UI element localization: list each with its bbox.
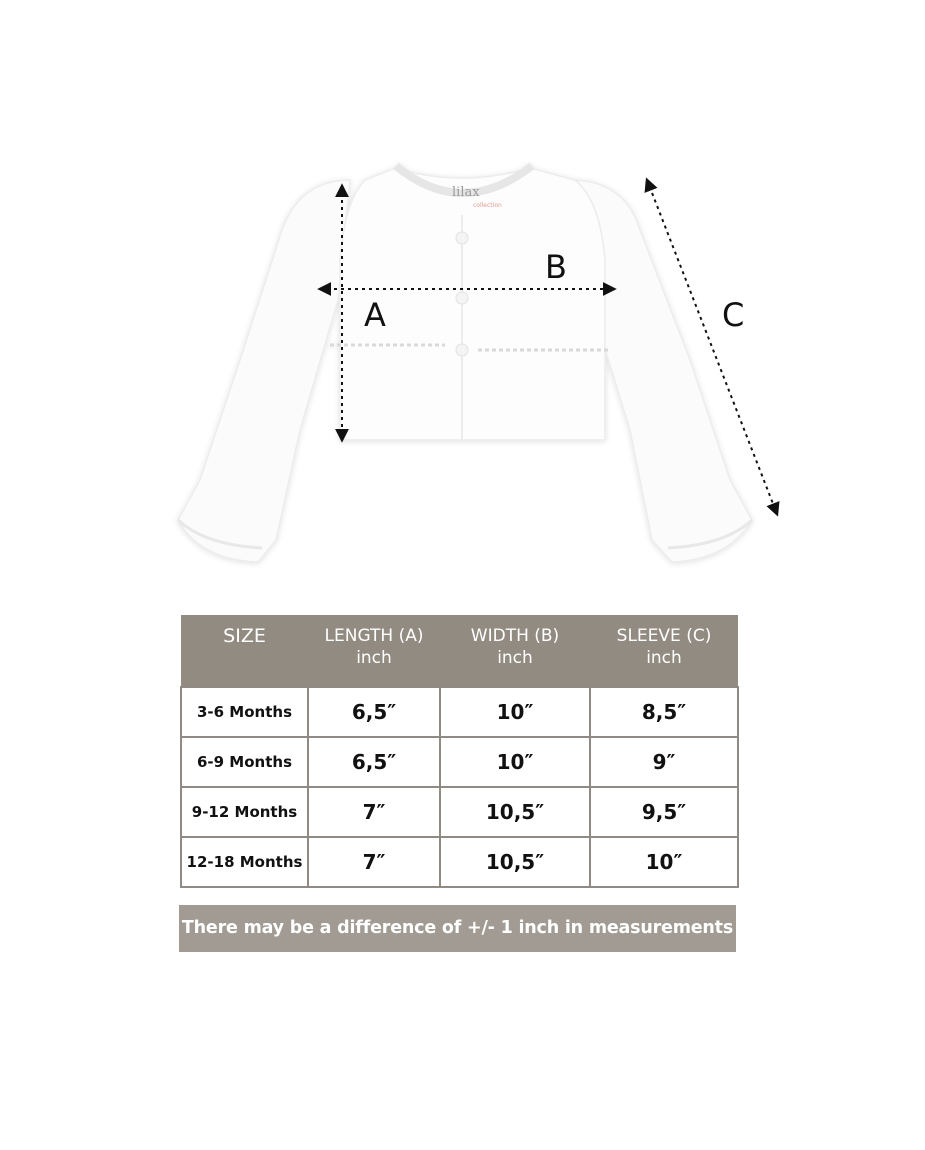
sleeve-cell: 8,5″	[590, 687, 738, 737]
header-length	[308, 615, 440, 687]
table-header-row	[181, 615, 738, 687]
header-width	[440, 615, 590, 687]
size-cell: 12-18 Months	[181, 837, 308, 887]
brand-logo-sub: collection	[473, 202, 502, 209]
header-length-unit: inch	[356, 648, 392, 668]
header-sleeve	[590, 615, 738, 687]
left-sleeve	[178, 180, 350, 562]
size-cell: 9-12 Months	[181, 787, 308, 837]
width-cell: 10,5″	[440, 787, 590, 837]
brand-logo: lilax	[452, 185, 480, 200]
width-cell: 10,5″	[440, 837, 590, 887]
dimension-c-label: C	[722, 296, 745, 334]
size-chart	[180, 615, 737, 888]
size-cell: 6-9 Months	[181, 737, 308, 787]
table-row	[181, 687, 738, 737]
length-cell: 7″	[308, 787, 440, 837]
header-sleeve-title: SLEEVE (C)	[616, 626, 712, 646]
table-row	[181, 837, 738, 887]
header-length-title: LENGTH (A)	[324, 626, 424, 646]
header-width-unit: inch	[497, 648, 533, 668]
measurement-note: There may be a difference of +/- 1 inch in measurements	[179, 905, 736, 952]
cardigan-illustration	[178, 166, 752, 562]
width-cell: 10″	[440, 737, 590, 787]
dimension-a-label: A	[364, 296, 386, 334]
sleeve-cell: 10″	[590, 837, 738, 887]
length-cell: 7″	[308, 837, 440, 887]
header-width-title: WIDTH (B)	[470, 626, 560, 646]
dimension-b-label: B	[545, 248, 567, 286]
sleeve-cell: 9″	[590, 737, 738, 787]
header-size	[181, 615, 308, 687]
length-cell: 6,5″	[308, 737, 440, 787]
width-cell: 10″	[440, 687, 590, 737]
table-row	[181, 737, 738, 787]
length-cell: 6,5″	[308, 687, 440, 737]
header-sleeve-unit: inch	[646, 648, 682, 668]
table-row	[181, 787, 738, 837]
sleeve-cell: 9,5″	[590, 787, 738, 837]
size-cell: 3-6 Months	[181, 687, 308, 737]
header-size-title: SIZE	[223, 625, 266, 647]
size-table	[180, 615, 739, 888]
